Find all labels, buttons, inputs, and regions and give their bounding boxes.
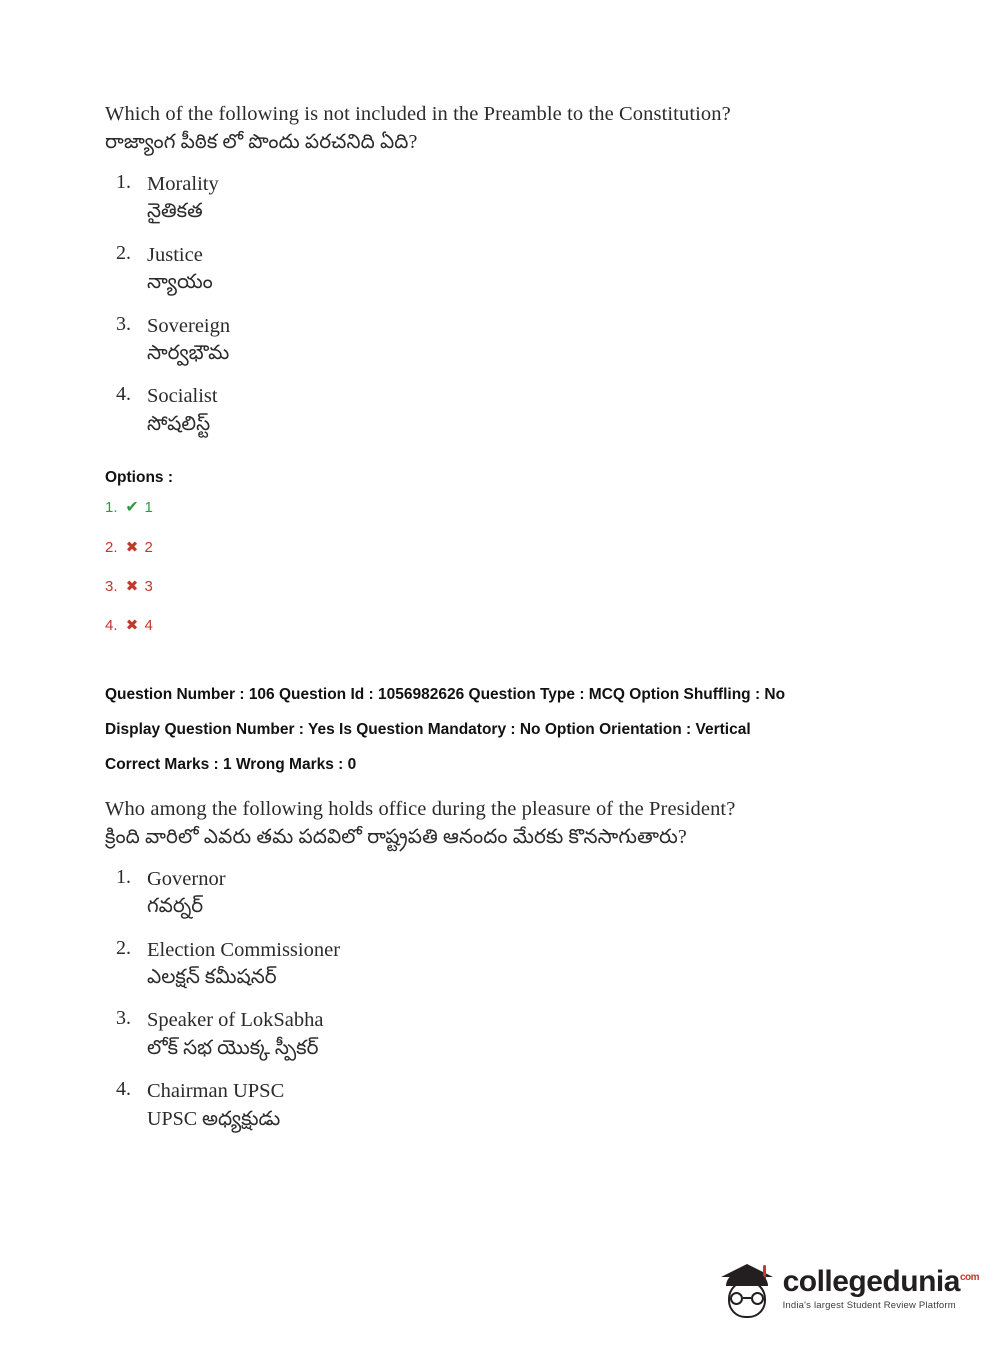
- question-stem-telugu: క్రింది వారిలో ఎవరు తమ పదవిలో రాష్ట్రపతి ఆనందం మేరకు కొనసాగుతారు?: [105, 826, 687, 849]
- question-stem-2: [105, 795, 896, 852]
- brand-word: collegedunia: [782, 1265, 960, 1299]
- metadata-line-3: Correct Marks : 1 Wrong Marks : 0: [105, 756, 357, 773]
- option-text-english: Governor: [147, 867, 226, 890]
- option-item[interactable]: [105, 937, 896, 991]
- answer-value: 1: [144, 498, 153, 516]
- option-number: 1.: [116, 865, 131, 888]
- option-number: 4.: [116, 1078, 131, 1101]
- watermark-text: [783, 1267, 979, 1311]
- option-text-english: Sovereign: [147, 314, 231, 337]
- answer-index: 4.: [105, 616, 118, 634]
- option-text-english: Speaker of LokSabha: [147, 1009, 324, 1032]
- answer-index: 3.: [105, 577, 118, 595]
- option-text: [147, 937, 340, 991]
- option-number: 4.: [116, 383, 131, 406]
- option-list-2: [105, 866, 896, 1132]
- answer-row: [105, 577, 896, 595]
- option-text-telugu: UPSC అధ్యక్షుడు: [147, 1107, 281, 1130]
- option-number: 2.: [116, 936, 131, 959]
- option-text-telugu: సోషలిస్ట్: [147, 412, 211, 435]
- option-text: [147, 242, 213, 296]
- option-text: [147, 171, 219, 225]
- option-number: 2.: [116, 241, 131, 264]
- answer-row: [105, 497, 896, 517]
- option-text: [147, 383, 218, 437]
- option-item[interactable]: [105, 866, 896, 920]
- check-icon: ✔: [125, 499, 139, 517]
- cross-icon: ✖: [125, 539, 139, 557]
- hair-icon: [726, 1273, 768, 1286]
- answer-index: 1.: [105, 498, 118, 516]
- option-text-english: Justice: [147, 243, 203, 266]
- option-text-english: Election Commissioner: [147, 938, 341, 961]
- graduate-icon: [719, 1260, 777, 1318]
- question-stem-telugu: రాజ్యాంగ పీఠిక లో పొందు పరచనిది ఏది?: [105, 131, 418, 154]
- option-item[interactable]: [105, 383, 896, 437]
- option-item[interactable]: [105, 242, 896, 296]
- collegedunia-watermark: [719, 1260, 979, 1318]
- option-text-telugu: ఎలక్షన్ కమీషనర్: [147, 965, 277, 988]
- question-stem-english: Who among the following holds office during the pleasure of the President?: [105, 797, 736, 820]
- answer-row: [105, 616, 896, 634]
- question-metadata: [105, 678, 896, 783]
- question-block-1: [105, 100, 896, 634]
- option-list-1: [105, 171, 896, 437]
- metadata-line-1: Question Number : 106 Question Id : 1056982626 Question Type : MCQ Option Shuffling : No: [105, 686, 786, 704]
- option-text-telugu: గవర్నర్: [147, 895, 204, 917]
- metadata-line-2: Display Question Number : Yes Is Question Mandatory : No Option Orientation : Vertical: [105, 721, 751, 739]
- brand-name: [783, 1267, 979, 1297]
- question-block-2: [105, 678, 896, 1132]
- option-text-english: Socialist: [147, 385, 218, 408]
- option-text: [147, 1078, 284, 1132]
- question-stem-english: Which of the following is not included in the Preamble to the Constitution?: [105, 103, 731, 125]
- option-item[interactable]: [105, 171, 896, 225]
- option-number: 3.: [116, 312, 131, 335]
- option-text-english: Chairman UPSC: [147, 1080, 285, 1103]
- option-text-telugu: సార్వభౌమ: [147, 341, 230, 364]
- option-text-telugu: న్యాయం: [147, 270, 213, 293]
- glasses-icon: [730, 1292, 764, 1305]
- cross-icon: ✖: [125, 617, 139, 635]
- answer-value: 4: [144, 616, 153, 634]
- option-text-english: Morality: [147, 172, 219, 195]
- brand-tld: com: [959, 1272, 979, 1284]
- option-item[interactable]: [105, 1078, 896, 1132]
- answer-value: 3: [144, 577, 153, 595]
- option-number: 1.: [116, 170, 131, 193]
- option-text-telugu: నైతికత: [147, 200, 203, 223]
- options-heading: Options :: [105, 469, 174, 487]
- option-number: 3.: [116, 1007, 131, 1030]
- option-item[interactable]: [105, 313, 896, 367]
- question-stem-1: [105, 100, 896, 157]
- option-item[interactable]: [105, 1007, 896, 1061]
- answer-index: 2.: [105, 538, 118, 556]
- option-text: [147, 866, 226, 920]
- option-text: [147, 1007, 323, 1061]
- brand-tagline: India's largest Student Review Platform: [782, 1300, 956, 1312]
- answer-row: [105, 538, 896, 556]
- cross-icon: ✖: [125, 578, 139, 596]
- option-text: [147, 313, 230, 367]
- option-text-telugu: లోక్ సభ యొక్క స్పీకర్: [147, 1036, 319, 1059]
- answer-value: 2: [144, 538, 153, 556]
